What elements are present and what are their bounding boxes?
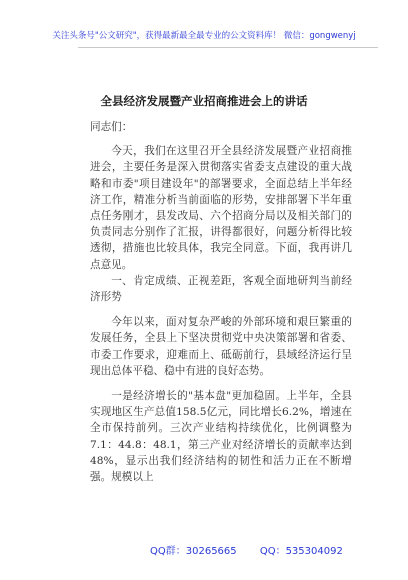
paragraph-intro: 今天，我们在这里召开全县经济发展暨产业招商推进会，主要任务是深入贯彻落实省委支点建设的重大战略和市委"项目建设年"的部署要求，全面总结上半年经济工作，精准分析当前面临的形势，安排部署下半年重点任务刚才，县发改局、六个招商分局以及相关部门的负责同志分别作了汇报，讲得都很好，问题分析得比较透彻，措施也比较具体，我完全同意。下面，我再讲几点意见。	[90, 145, 352, 271]
header-divider	[78, 47, 378, 48]
section-heading-1: 一、肯定成绩、正视差距，客观全面地研判当前经济形势	[90, 274, 352, 304]
salutation: 同志们：	[90, 121, 133, 133]
document-title: 全县经济发展暨产业招商推进会上的讲话	[100, 94, 308, 108]
footer-qq: QQ：535304092	[259, 546, 343, 557]
paragraph-growth: 一是经济增长的"基本盘"更加稳固。上半年，全县实现地区生产总值158.5亿元，同比增长6.2%，增速在全市保持前列。三次产业结构持续优化，比例调整为7.1：44.8：48.1，第三产业对经济增长的贡献率达到48%，显示出我们经济结构的韧性和活力正在不断增强。规模以上	[90, 390, 352, 484]
footer-qq-group: QQ群：30265665	[150, 546, 237, 557]
document-body	[90, 117, 352, 485]
header-note: 关注头条号"公文研究"，获得最新最全最专业的公文资料库！ 微信：gongwenyj	[52, 31, 356, 41]
paragraph-overview: 今年以来，面对复杂严峻的外部环境和艰巨繁重的发展任务，全县上下坚决贯彻党中央决策部署和省委、市委工作要求，迎难而上、砥砺前行，县域经济运行呈现出总体平稳、稳中有进的良好态势。	[90, 316, 352, 377]
footer-contact	[150, 542, 343, 557]
